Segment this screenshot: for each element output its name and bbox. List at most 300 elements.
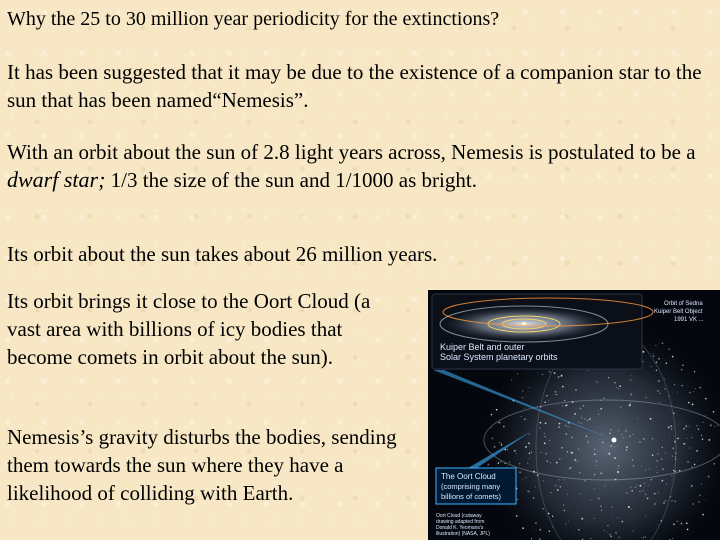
comet-dot: [566, 404, 568, 406]
comet-dot: [687, 529, 689, 531]
comet-dot: [572, 401, 574, 403]
comet-dot: [640, 485, 642, 487]
comet-dot: [529, 492, 530, 493]
comet-dot: [695, 388, 696, 389]
comet-dot: [586, 436, 587, 437]
comet-dot: [574, 459, 576, 461]
comet-dot: [672, 455, 674, 457]
comet-dot: [657, 453, 658, 454]
kbo-caption: Kuiper Belt Object: [654, 309, 703, 315]
comet-dot: [559, 423, 561, 425]
comet-dot: [664, 379, 665, 380]
comet-dot: [689, 392, 691, 394]
comet-dot: [531, 452, 532, 453]
comet-dot: [540, 422, 542, 424]
comet-dot: [610, 429, 611, 430]
comet-dot: [701, 483, 702, 484]
oort-label-1: The Oort Cloud: [441, 472, 496, 481]
comet-dot: [519, 471, 521, 473]
comet-dot: [685, 425, 687, 427]
comet-dot: [650, 418, 652, 420]
comet-dot: [674, 441, 676, 443]
comet-dot: [594, 449, 595, 450]
comet-dot: [558, 479, 559, 480]
comet-dot: [681, 523, 683, 525]
comet-dot: [609, 433, 611, 435]
comet-dot: [630, 394, 632, 396]
comet-dot: [563, 510, 564, 511]
comet-dot: [642, 351, 644, 353]
comet-dot: [698, 429, 699, 430]
comet-dot: [662, 447, 663, 448]
comet-dot: [673, 412, 675, 414]
comet-dot: [562, 405, 563, 406]
comet-dot: [687, 461, 689, 463]
comet-dot: [657, 472, 658, 473]
comet-dot: [566, 433, 568, 435]
comet-dot: [537, 407, 538, 408]
comet-dot: [590, 500, 591, 501]
comet-dot: [656, 370, 657, 371]
slide-heading: Why the 25 to 30 million year periodicity for the extinctions?: [7, 8, 500, 30]
comet-dot: [670, 496, 672, 498]
comet-dot: [618, 388, 619, 389]
comet-dot: [668, 395, 669, 396]
comet-dot: [621, 521, 623, 523]
comet-dot: [557, 489, 559, 491]
comet-dot: [565, 425, 566, 426]
comet-dot: [610, 535, 612, 537]
comet-dot: [694, 371, 695, 372]
comet-dot: [526, 477, 527, 478]
comet-dot: [663, 502, 665, 504]
comet-dot: [568, 521, 569, 522]
comet-dot: [616, 387, 617, 388]
comet-dot: [662, 480, 664, 482]
comet-dot: [556, 394, 557, 395]
comet-dot: [494, 446, 496, 448]
comet-dot: [607, 525, 608, 526]
comet-dot: [487, 464, 489, 466]
comet-dot: [655, 345, 656, 346]
comet-dot: [577, 461, 578, 462]
comet-dot: [660, 393, 661, 394]
comet-dot: [498, 422, 499, 423]
comet-dot: [655, 440, 656, 441]
comet-dot: [605, 485, 606, 486]
comet-dot: [666, 362, 667, 363]
comet-dot: [548, 400, 549, 401]
comet-dot: [546, 395, 547, 396]
comet-dot: [682, 364, 684, 366]
comet-dot: [533, 497, 534, 498]
comet-dot: [529, 453, 530, 454]
comet-dot: [550, 462, 551, 463]
comet-dot: [562, 386, 564, 388]
comet-dot: [694, 464, 696, 466]
comet-dot: [529, 434, 530, 435]
comet-dot: [579, 472, 580, 473]
comet-dot: [630, 403, 631, 404]
comet-dot: [522, 397, 523, 398]
comet-dot: [673, 470, 674, 471]
comet-dot: [651, 366, 652, 367]
comet-dot: [544, 436, 545, 437]
companion-paragraph: It has been suggested that it may be due to the existence of a companion star to the sun that has been named“Nemesis”.: [7, 60, 702, 112]
comet-dot: [614, 382, 616, 384]
comet-dot: [571, 437, 573, 439]
comet-dot: [696, 425, 697, 426]
comet-dot: [688, 402, 690, 404]
comet-dot: [581, 518, 583, 520]
comet-dot: [679, 470, 681, 472]
comet-dot: [670, 425, 672, 427]
comet-dot: [618, 430, 619, 431]
comet-dot: [645, 470, 646, 471]
comet-dot: [491, 427, 492, 428]
comet-dot: [603, 397, 605, 399]
comet-dot: [696, 450, 698, 452]
comet-dot: [528, 442, 530, 444]
comet-dot: [529, 458, 530, 459]
comet-dot: [578, 448, 579, 449]
comet-dot: [631, 508, 632, 509]
dwarf-star-emphasis: dwarf star;: [7, 167, 106, 192]
comet-dot: [564, 400, 565, 401]
comet-dot: [611, 445, 612, 446]
comet-dot: [558, 376, 560, 378]
comet-dot: [587, 443, 588, 444]
comet-dot: [529, 387, 530, 388]
comet-dot: [555, 486, 556, 487]
comet-dot: [580, 408, 582, 410]
comet-dot: [531, 538, 532, 539]
comet-dot: [699, 495, 701, 497]
comet-dot: [625, 430, 627, 432]
comet-dot: [560, 486, 561, 487]
comet-dot: [587, 420, 588, 421]
comet-dot: [554, 372, 556, 374]
comet-dot: [626, 446, 628, 448]
comet-dot: [552, 516, 553, 517]
comet-dot: [652, 438, 653, 439]
comet-dot: [600, 505, 602, 507]
comet-dot: [496, 409, 498, 411]
comet-dot: [544, 442, 546, 444]
comet-dot: [537, 475, 538, 476]
comet-dot: [699, 387, 700, 388]
comet-dot: [594, 474, 596, 476]
oort-paragraph: Its orbit brings it close to the Oort Cloud (a vast area with billions of icy bodies that become comets in orbit about the sun).: [7, 289, 371, 369]
comet-dot: [567, 451, 568, 452]
comet-dot: [509, 461, 510, 462]
comet-dot: [575, 524, 576, 525]
comet-dot: [533, 471, 535, 473]
comet-dot: [619, 385, 621, 387]
comet-dot: [654, 493, 655, 494]
comet-dot: [692, 503, 694, 505]
comet-dot: [580, 423, 581, 424]
comet-dot: [658, 492, 659, 493]
comet-dot: [617, 471, 619, 473]
comet-dot: [608, 453, 610, 455]
comet-dot: [514, 450, 516, 452]
comet-dot: [511, 379, 512, 380]
comet-dot: [651, 479, 653, 481]
comet-dot: [504, 463, 505, 464]
comet-dot: [689, 447, 690, 448]
comet-dot: [681, 369, 682, 370]
comet-dot: [708, 439, 710, 441]
comet-dot: [617, 468, 618, 469]
comet-dot: [662, 469, 663, 470]
comet-dot: [607, 531, 608, 532]
comet-dot: [668, 349, 669, 350]
comet-dot: [600, 408, 602, 410]
comet-dot: [673, 523, 675, 525]
comet-dot: [535, 486, 536, 487]
comet-dot: [498, 462, 499, 463]
comet-dot: [615, 532, 617, 534]
comet-dot: [672, 538, 673, 539]
comet-dot: [604, 530, 605, 531]
comet-dot: [608, 377, 610, 379]
gravity-paragraph: Nemesis’s gravity disturbs the bodies, sending them towards the sun where they have a likelihood of colliding with Earth.: [7, 425, 397, 505]
comet-dot: [563, 479, 564, 480]
comet-dot: [629, 404, 631, 406]
comet-dot: [549, 371, 551, 373]
kuiper-label-1: Kuiper Belt and outer: [440, 342, 525, 352]
comet-dot: [600, 439, 601, 440]
comet-dot: [507, 449, 508, 450]
comet-dot: [639, 441, 641, 443]
comet-dot: [578, 422, 579, 423]
comet-dot: [659, 402, 660, 403]
comet-dot: [501, 443, 502, 444]
comet-dot: [662, 342, 664, 344]
comet-dot: [628, 506, 630, 508]
comet-dot: [635, 487, 636, 488]
comet-dot: [620, 406, 621, 407]
orbit-text-pre: With an orbit about the sun of 2.8 light years across, Nemesis is postulated to be a: [7, 140, 696, 164]
comet-dot: [612, 515, 613, 516]
comet-dot: [539, 529, 541, 531]
comet-dot: [656, 362, 658, 364]
comet-dot: [522, 527, 524, 529]
comet-dot: [639, 491, 640, 492]
comet-dot: [630, 379, 631, 380]
comet-dot: [540, 427, 541, 428]
credit-line-4: illustration) (NASA, JPL): [436, 531, 490, 537]
comet-dot: [698, 501, 699, 502]
comet-dot: [524, 418, 526, 420]
comet-dot: [637, 418, 638, 419]
comet-dot: [590, 538, 591, 539]
comet-dot: [674, 364, 675, 365]
comet-dot: [705, 415, 706, 416]
credit-line-2: drawing adapted from: [436, 519, 485, 525]
comet-dot: [702, 514, 704, 516]
comet-dot: [668, 426, 670, 428]
comet-dot: [516, 453, 517, 454]
comet-dot: [617, 405, 618, 406]
comet-dot: [669, 436, 670, 437]
comet-dot: [598, 498, 600, 500]
comet-dot: [653, 355, 654, 356]
comet-dot: [614, 446, 615, 447]
comet-dot: [563, 505, 564, 506]
comet-dot: [673, 436, 674, 437]
comet-dot: [632, 530, 633, 531]
comet-dot: [629, 435, 631, 437]
comet-dot: [601, 434, 602, 435]
comet-dot: [676, 520, 678, 522]
comet-dot: [677, 392, 678, 393]
comet-dot: [499, 442, 500, 443]
comet-dot: [665, 500, 666, 501]
comet-dot: [572, 417, 573, 418]
comet-dot: [674, 384, 675, 385]
comet-dot: [714, 463, 715, 464]
comet-dot: [571, 452, 573, 454]
comet-dot: [623, 437, 624, 438]
comet-dot: [702, 438, 704, 440]
comet-dot: [491, 437, 493, 439]
comet-dot: [575, 389, 577, 391]
comet-dot: [541, 452, 542, 453]
comet-dot: [527, 491, 529, 493]
kuiper-label-2: Solar System planetary orbits: [440, 352, 558, 362]
comet-dot: [522, 479, 523, 480]
comet-dot: [674, 500, 676, 502]
comet-dot: [666, 484, 667, 485]
comet-dot: [691, 485, 693, 487]
comet-dot: [578, 529, 580, 531]
comet-dot: [642, 361, 643, 362]
comet-dot: [598, 414, 599, 415]
comet-dot: [643, 490, 644, 491]
comet-dot: [675, 456, 676, 457]
comet-dot: [653, 353, 654, 354]
comet-dot: [649, 468, 650, 469]
comet-dot: [517, 373, 518, 374]
comet-dot: [645, 494, 647, 496]
comet-dot: [683, 428, 685, 430]
credit-line-3: Donald K. Yeomans's: [436, 525, 484, 531]
comet-dot: [693, 391, 694, 392]
comet-dot: [584, 480, 586, 482]
comet-dot: [516, 515, 518, 517]
comet-dot: [626, 449, 627, 450]
comet-dot: [656, 460, 658, 462]
comet-dot: [652, 454, 654, 456]
comet-dot: [692, 404, 694, 406]
comet-dot: [671, 500, 672, 501]
comet-dot: [631, 490, 633, 492]
comet-dot: [524, 408, 525, 409]
comet-dot: [615, 479, 617, 481]
comet-dot: [570, 467, 572, 469]
comet-dot: [561, 374, 563, 376]
comet-dot: [632, 459, 633, 460]
comet-dot: [555, 391, 557, 393]
comet-dot: [646, 397, 647, 398]
comet-dot: [569, 423, 570, 424]
period-paragraph: Its orbit about the sun takes about 26 million years.: [7, 242, 438, 266]
comet-dot: [691, 466, 693, 468]
comet-dot: [552, 526, 553, 527]
comet-dot: [550, 492, 551, 493]
comet-dot: [672, 447, 674, 449]
comet-dot: [686, 522, 688, 524]
comet-dot: [588, 441, 589, 442]
comet-dot: [521, 416, 522, 417]
comet-dot: [631, 375, 632, 376]
comet-dot: [618, 537, 620, 539]
orbit-paragraph: [7, 138, 719, 194]
sedna-caption: Orbit of Sedna: [664, 301, 703, 307]
comet-dot: [617, 517, 618, 518]
comet-dot: [574, 413, 576, 415]
comet-dot: [637, 485, 638, 486]
comet-dot: [601, 510, 602, 511]
comet-dot: [657, 390, 658, 391]
comet-dot: [600, 473, 602, 475]
comet-dot: [641, 466, 642, 467]
comet-dot: [542, 508, 544, 510]
comet-dot: [548, 513, 550, 515]
oort-label-3: billions of comets): [441, 492, 502, 501]
comet-dot: [584, 418, 585, 419]
comet-dot: [611, 507, 612, 508]
comet-dot: [544, 433, 545, 434]
comet-dot: [677, 438, 679, 440]
comet-dot: [567, 426, 568, 427]
comet-dot: [658, 358, 660, 360]
orbit-text-post: 1/3 the size of the sun and 1/1000 as bright.: [105, 168, 477, 192]
comet-dot: [645, 516, 646, 517]
comet-dot: [596, 461, 597, 462]
comet-dot: [717, 425, 718, 426]
comet-dot: [558, 426, 560, 428]
comet-dot: [594, 454, 596, 456]
comet-dot: [544, 401, 546, 403]
comet-dot: [702, 422, 703, 423]
comet-dot: [658, 450, 659, 451]
comet-dot: [522, 390, 524, 392]
oort-label-2: (comprising many: [441, 482, 501, 491]
comet-dot: [597, 381, 598, 382]
comet-dot: [559, 458, 560, 459]
comet-dot: [633, 465, 635, 467]
comet-dot: [594, 518, 595, 519]
comet-dot: [561, 447, 563, 449]
comet-dot: [527, 463, 528, 464]
comet-dot: [683, 443, 685, 445]
comet-dot: [661, 520, 662, 521]
comet-dot: [672, 356, 674, 358]
comet-dot: [595, 381, 596, 382]
comet-dot: [565, 523, 566, 524]
comet-dot: [675, 452, 677, 454]
comet-dot: [567, 494, 568, 495]
comet-dot: [546, 460, 548, 462]
comet-dot: [583, 405, 584, 406]
comet-dot: [681, 385, 682, 386]
comet-dot: [671, 428, 672, 429]
comet-dot: [600, 400, 601, 401]
comet-dot: [569, 468, 570, 469]
